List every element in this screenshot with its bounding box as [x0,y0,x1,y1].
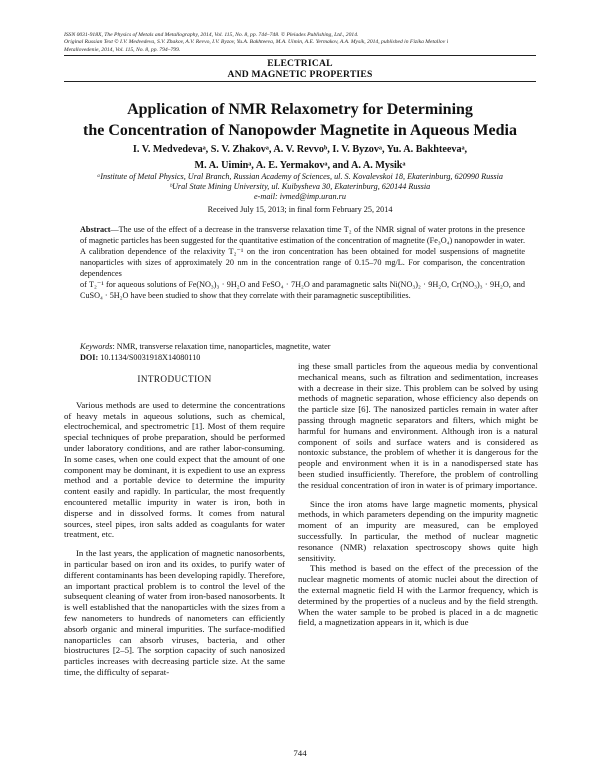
introduction-heading: INTRODUCTION [137,374,212,384]
abstract-label: Abstract [80,225,111,234]
keywords-label: Keywords [80,342,113,351]
author-email: e-mail: ivmed@imp.uran.ru [254,192,346,202]
abstract [80,224,525,301]
paper-title [64,99,536,141]
paragraph: ing these small particles from the aqueous media by conventional mechanical means, such as filtration and sedimentation, increases with a decrease in their size. This problem can be solved by using methods of magnetic separation, whose efficiency also depends on the particle size [6]. The nanosized particles remain in water after passing through magnetic separators and filters, which might be harmful for humans and environment. Although iron is a natural component of soils and surface waters and is considered as nontoxic substance, the problem of whether it is dangerous for the people and environment when it is in a nanodispersed state has been studied insufficiently. Therefore, the problem of controlling the residual concentration of iron in water is of primary importance. [298,361,538,490]
author-line: I. V. Medvedevaᵃ, S. V. Zhakovᵃ, A. V. Revvoᵇ, I. V. Byzovᵃ, Yu. A. Bakhteevaᵃ, [132,144,468,155]
header-line: Original Russian Text © I.V. Medvedeva, S.V. Zhakov, A.V. Revvo, I.V. Byzov, Yu.A. Bakhteeva, M.A. Uimin, A.E. Yermakov, A.A. Mysik, 2014, published in Fizika Metallov i [64,39,449,46]
affiliation-a: ᵃInstitute of Metal Physics, Ural Branch, Russian Academy of Sciences, ul. S. Kovalevskoi 18, Ekaterinburg, 620990 Russia [97,172,503,181]
header-rule [64,55,536,56]
keywords-text: : NMR, transverse relaxation time, nanoparticles, magnetite, water [112,342,331,351]
abstract-text: —The use of the effect of a decrease in the transverse relaxation time T₂ of the NMR signal of water protons in the presence of magnetic particles has been suggested for the quantitative estimation of the concentration of magnetite (Fe₃O₄) nanopowder in water. A calibration dependence of the relaxivity T₂⁻¹ on the iron concentration has been obtained for model suspensions of magnetite nanoparticles with sizes of approximately 20 nm in the concentration range of 0.15–70 mg/L. For comparison, the concentration dependences [80,225,525,278]
header-line: Metallovedenie, 2014, Vol. 115, No. 8, pp. 794–799. [64,46,181,53]
title-line: Application of NMR Relaxometry for Determining [127,101,473,118]
paragraph: Various methods are used to determine the concentrations of heavy metals in aqueous solutions, such as chemical, electrochemical, and spectrometric [1]. Most of them require special techniques of probe preparation, should be performed under laboratory conditions, and are rather labor-consuming. In some cases, when one could expect that the amount of one component may be dominant, it is expedient to use an express method and a portable device to determine the impurity content easily and rapidly. In particular, the most frequently encountered metallic impurity in water is iron, both in disperse and in dissolved forms. It comes from natural sources, steel pipes, iron salts added as coagulants for water treatment, etc. [64,399,285,540]
section-line: AND MAGNETIC PROPERTIES [227,69,373,80]
received-dates: Received July 15, 2013; in final form February 25, 2014 [207,205,393,214]
affiliation-b: ᵇUral State Mining University, ul. Kuibysheva 30, Ekaterinburg, 620144 Russia [169,182,431,192]
title-line: the Concentration of Nanopowder Magnetite in Aqueous Media [83,122,517,139]
affiliations [64,172,536,203]
doi-value: 10.1134/S0031918X14080110 [100,353,201,362]
author-list [64,142,536,173]
author-line: M. A. Uiminᵃ, A. E. Yermakovᵃ, and A. A. Mysikᵃ [194,159,406,171]
doi-label: DOI: [80,353,99,362]
section-rule [64,81,536,82]
header-line: ISSN 0031-918X, The Physics of Metals and Metallography, 2014, Vol. 115, No. 8, pp. 744–748. © Pleiades Publishing, Ltd., 2014. [64,32,359,38]
journal-header [64,32,544,54]
section-heading [64,58,536,80]
left-column [64,374,285,678]
paragraph: In the last years, the application of magnetic nanosorbents, in particular based on iron and its oxides, to purify water of different contaminants has been developing rapidly. Therefore, an important practical problem is to control the level of the subsequent cleaning of water from iron-based nanosorbents. It is well established that the nanoparticles with the sizes from a few nanometers to hundreds of nanometers can efficiently absorb organic and mineral impurities. The surface-modified nanoparticles can absorb viruses, bacteria, and other biostructures [2–5]. The sorption capacity of such nanosized particles increases with decreasing particle size. At the same time, the difficulty of separat- [64,548,285,677]
abstract-text-cont: of T₂⁻¹ for aqueous solutions of Fe(NO₃)₃ · 9H₂O and FeSO₄ · 7H₂O and paramagnetic salts Ni(NO₃)₂ · 9H₂O, Cr(NO₃)₃ · 9H₂O, and CuSO₄ · 5H₂O have been studied to show that they correlate with their paramagnetic susceptibilities. [80,280,525,300]
keywords-block [80,341,525,363]
page-number: 744 [293,748,307,758]
section-line: ELECTRICAL [267,58,333,69]
paragraph: This method is based on the effect of the precession of the nuclear magnetic moments of atomic nuclei about the direction of the external magnetic field H with the Larmor frequency, which is determined by the properties of a nucleus and by the field strength. When the water sample to be probed is placed in a dc magnetic field, a magnetization appears in it, which is due [298,563,538,628]
paragraph: Since the iron atoms have large magnetic moments, physical methods, in which parameters depending on the impurity magnetic moment of an impurity are measured, can be employed successfully. In particular, the method of nuclear magnetic resonance (NMR) relaxation spectroscopy shows quite high sensitivity. [298,498,538,563]
right-column [298,361,538,628]
